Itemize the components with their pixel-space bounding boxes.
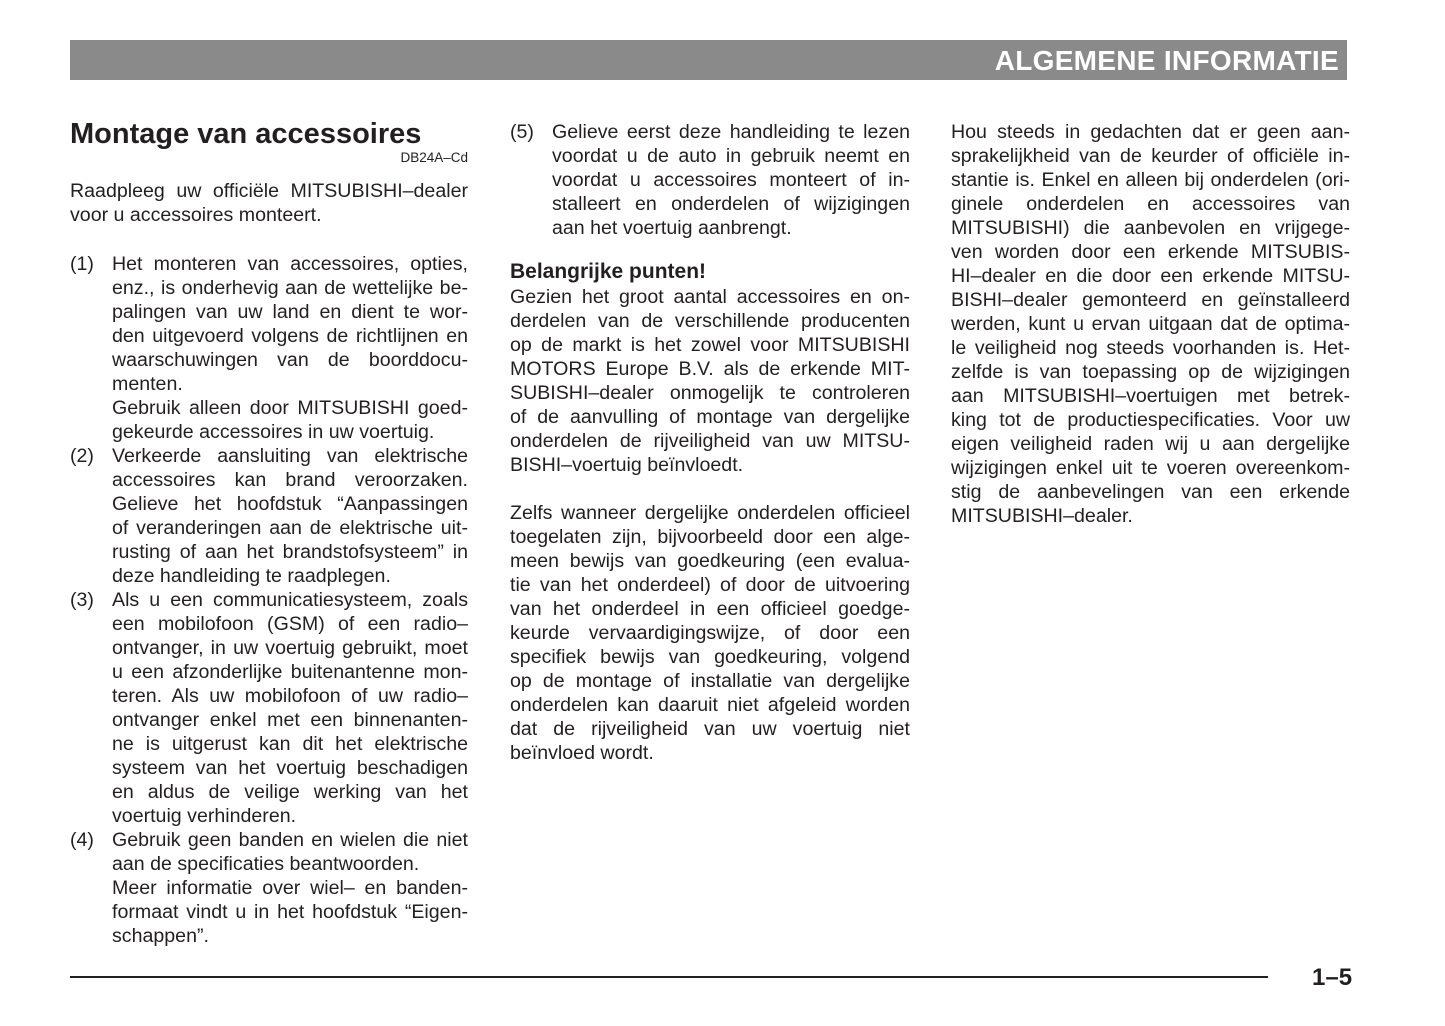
- text-line: BISHI–dealer gemonteerd en geïnstalleerd: [951, 289, 1350, 311]
- intro-paragraph: [70, 179, 468, 227]
- item-number: (4): [70, 829, 94, 851]
- text-line: of veranderingen aan de elektrische uit-: [112, 517, 468, 539]
- text-line: menten.: [112, 373, 183, 395]
- document-code: DB24A–Cd: [400, 150, 468, 165]
- text-line: een mobilofoon (GSM) of een radio–: [112, 613, 468, 635]
- item-number: (5): [510, 121, 534, 143]
- text-line: stalleert en onderdelen of wijzigingen: [552, 193, 910, 215]
- important-heading: Belangrijke punten!: [510, 260, 707, 283]
- text-line: toegelaten zijn, bijvoorbeeld door een alge-: [510, 526, 910, 548]
- text-line: stig de aanbevelingen van een erkende: [951, 481, 1350, 503]
- text-line: sprakelijkheid van de keurder of officiële in-: [951, 145, 1350, 167]
- text-line: of de aanvulling of montage van dergelijke: [510, 406, 910, 428]
- text-line: MOTORS Europe B.V. als de erkende MIT-: [510, 358, 910, 380]
- text-line: aan het voertuig aanbrengt.: [552, 217, 792, 239]
- header-title: ALGEMENE INFORMATIE: [994, 45, 1339, 76]
- text-line: onderdelen kan daaruit niet afgeleid worden: [510, 694, 910, 716]
- text-line: tie van het onderdeel) of door de uitvoering: [510, 574, 910, 596]
- text-line: SUBISHI–dealer onmogelijk te controleren: [510, 382, 910, 404]
- text-line: Meer informatie over wiel– en banden-: [112, 877, 468, 899]
- text-line: aan MITSUBISHI–voertuigen met betrek-: [951, 385, 1350, 407]
- text-line: ginele onderdelen en accessoires van: [951, 193, 1350, 215]
- text-line: Verkeerde aansluiting van elektrische: [112, 445, 468, 467]
- item-number: (3): [70, 589, 94, 611]
- item-number: (1): [70, 253, 94, 275]
- text-line: werden, kunt u ervan uitgaan dat de optima-: [951, 313, 1350, 335]
- text-line: beïnvloed wordt.: [510, 742, 654, 764]
- text-line: op de montage of installatie van dergelijke: [510, 670, 910, 692]
- text-line: Raadpleeg uw officiële MITSUBISHI–dealer: [70, 180, 468, 202]
- text-line: Gezien het groot aantal accessoires en on-: [510, 286, 910, 308]
- text-line: aan de specificaties beantwoorden.: [112, 853, 420, 875]
- text-line: deze handleiding te raadplegen.: [112, 565, 391, 587]
- text-line: ontvanger, in uw voertuig gebruikt, moet: [112, 637, 468, 659]
- text-line: voertuig verhinderen.: [112, 805, 297, 827]
- page-number: 1–5: [1312, 964, 1353, 991]
- text-line: systeem van het voertuig beschadigen: [112, 757, 468, 779]
- text-line: teren. Als uw mobilofoon of uw radio–: [112, 685, 468, 707]
- text-line: voordat u de auto in gebruik neemt en: [552, 145, 910, 167]
- text-line: gekeurde accessoires in uw voertuig.: [112, 421, 435, 443]
- text-line: onderdelen de rijveiligheid van uw MITSU-: [510, 430, 910, 452]
- text-line: den uitgevoerd volgens de richtlijnen en: [112, 325, 468, 347]
- text-line: formaat vindt u in het hoofdstuk “Eigen-: [112, 901, 468, 923]
- text-line: enz., is onderhevig aan de wettelijke be-: [112, 277, 468, 299]
- item-number: (2): [70, 445, 94, 467]
- list-item: [552, 120, 910, 240]
- text-line: Als u een communicatiesysteem, zoals: [112, 589, 468, 611]
- text-line: MITSUBISHI–dealer.: [951, 505, 1133, 527]
- list-item: [112, 828, 468, 948]
- text-line: ontvanger enkel met een binnenanten-: [112, 709, 468, 731]
- important-paragraph-1: [510, 285, 910, 477]
- footer-rule: [70, 976, 1268, 978]
- list-item: [112, 588, 468, 828]
- text-line: specifiek bewijs van goedkeuring, volgend: [510, 646, 910, 668]
- text-line: Zelfs wanneer dergelijke onderdelen officieel: [510, 502, 910, 524]
- text-line: derdelen van de verschillende producenten: [510, 310, 910, 332]
- text-line: palingen van uw land en dient te wor-: [112, 301, 468, 323]
- important-paragraph-3: [951, 120, 1350, 528]
- text-line: ne is uitgerust kan dit het elektrische: [112, 733, 468, 755]
- section-header-bar: [70, 40, 1347, 80]
- text-line: waarschuwingen van de boorddocu-: [112, 349, 468, 371]
- text-line: MITSUBISHI) die aanbevolen en vrijgege-: [951, 217, 1350, 239]
- text-line: Het monteren van accessoires, opties,: [112, 253, 468, 275]
- text-line: Gebruik geen banden en wielen die niet: [112, 829, 468, 851]
- list-item: [112, 444, 468, 588]
- page-title: Montage van accessoires: [70, 118, 422, 150]
- text-line: ven worden door een erkende MITSUBIS-: [951, 241, 1350, 263]
- text-line: Hou steeds in gedachten dat er geen aan-: [951, 121, 1350, 143]
- text-line: op de markt is het zowel voor MITSUBISHI: [510, 334, 910, 356]
- text-line: Gelieve het hoofdstuk “Aanpassingen: [112, 493, 468, 515]
- text-line: accessoires kan brand veroorzaken.: [112, 469, 468, 491]
- list-item: [112, 252, 468, 444]
- text-line: meen bewijs van goedkeuring (een evalua-: [510, 550, 910, 572]
- text-line: u een afzonderlijke buitenantenne mon-: [112, 661, 468, 683]
- text-line: zelfde is van toepassing op de wijzigingen: [951, 361, 1350, 383]
- text-line: stantie is. Enkel en alleen bij onderdelen (ori-: [951, 169, 1350, 191]
- text-line: en aldus de veilige werking van het: [112, 781, 468, 803]
- text-line: le veiligheid nog steeds voorhanden is. Het-: [951, 337, 1350, 359]
- text-line: Gelieve eerst deze handleiding te lezen: [552, 121, 910, 143]
- text-line: eigen veiligheid raden wij u aan dergelijke: [951, 433, 1350, 455]
- text-line: keurde vervaardigingswijze, of door een: [510, 622, 910, 644]
- important-paragraph-2: [510, 501, 910, 765]
- text-line: voor u accessoires monteert.: [70, 204, 322, 226]
- text-line: voordat u accessoires monteert of in-: [552, 169, 910, 191]
- text-line: king tot de productiespecificaties. Voor uw: [951, 409, 1350, 431]
- text-line: rusting of aan het brandstofsysteem” in: [112, 541, 468, 563]
- text-line: Gebruik alleen door MITSUBISHI goed-: [112, 397, 468, 419]
- text-line: schappen”.: [112, 925, 209, 947]
- text-line: wijzigingen enkel uit te voeren overeenkom-: [951, 457, 1350, 479]
- text-line: BISHI–voertuig beïnvloedt.: [510, 454, 744, 476]
- text-line: HI–dealer en die door een erkende MITSU-: [951, 265, 1350, 287]
- text-line: van het onderdeel in een officieel goedge-: [510, 598, 910, 620]
- text-line: dat de rijveiligheid van uw voertuig niet: [510, 718, 910, 740]
